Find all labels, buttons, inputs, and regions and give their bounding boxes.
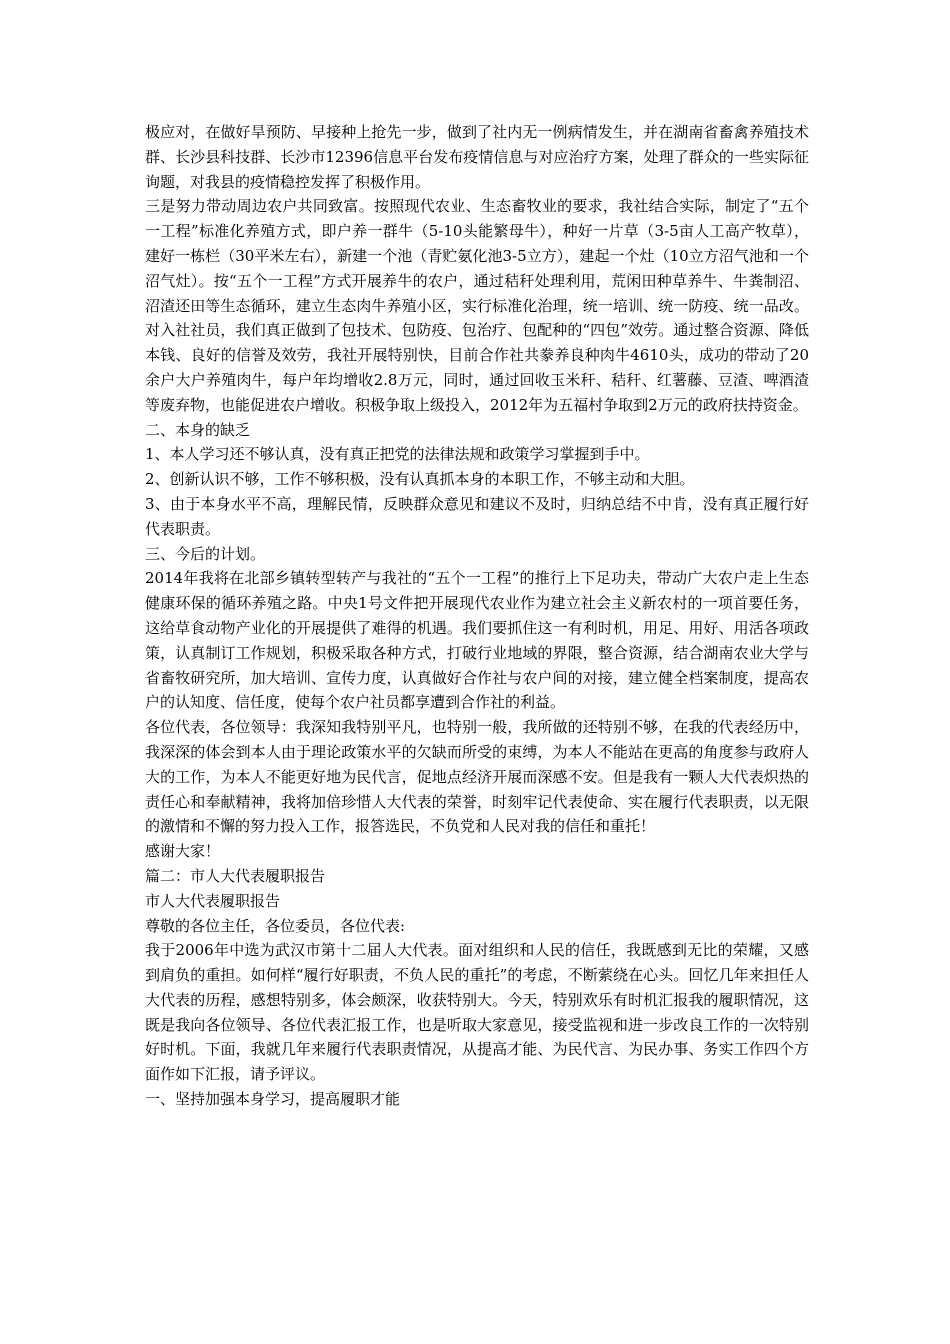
paragraph-thanks: 感谢大家！: [145, 842, 221, 861]
paragraph-drive-farmers-prosperity: 三是努力带动周边农户共同致富。按照现代农业、生态畜牧业的要求，我社结合实际，制定了“五个一工程”标准化养殖方式，即户养一群牛（5-10头能繁母牛），种好一片草（3-5亩人工高产牧草），建好一栋栏（30平米左右），新建一个池（青贮氨化池3-5立方），建起一个灶（10立方沼气池和一个沼气灶）。按“五个一工程”方式开展养牛的农户，通过秸秆处理利用，荒闲田种草养牛、牛粪制沼、沼渣还田等生态循环，建立生态肉牛养殖小区，实行标准化治理，统一培训、统一防疫、统一品改。对入社社员，我们真正做到了包技术、包防疫、包治疗、包配种的“四包”效劳。通过整合资源、降低本钱、良好的信誉及效劳，我社开展特别快，目前合作社共豢养良种肉牛4610头，成功的带动了20余户大户养殖肉牛，每户年均增收2.8万元，同时，通过回收玉米秆、秸秆、红薯藤、豆渣、啤酒渣等废弃物，也能促进农户增收。积极争取上级投入，2012年为五福村争取到2万元的政府扶持资金。: [145, 197, 809, 414]
section-heading-future-plan: 三、今后的计划。: [145, 544, 266, 563]
salutation: 尊敬的各位主任，各位委员，各位代表:: [145, 916, 406, 935]
chapter-title: 篇二：市人大代表履职报告: [145, 866, 326, 885]
paragraph-closing-remarks: 各位代表，各位领导：我深知我特别平凡，也特别一般，我所做的还特别不够，在我的代表经历中，我深深的体会到本人由于理论政策水平的欠缺而所受的束缚，为本人不能站在更高的角度参与政府人大的工作，为本人不能更好地为民代言，促地点经济开展而深感不安。但是我有一颗人大代表炽热的责任心和奉献精神，我将加倍珍惜人大代表的荣誉，时刻牢记代表使命、实在履行代表职责，以无限的激情和不懈的努力投入工作，报答选民，不负党和人民对我的信任和重托！: [145, 718, 809, 836]
section-heading-learning: 一、坚持加强本身学习，提高履职才能: [145, 1090, 401, 1109]
list-item-shortcoming-3: 3、由于本身水平不高，理解民情，反映群众意见和建议不及时，归纳总结不中肯，没有真正履行好代表职责。: [145, 494, 809, 538]
list-item-shortcoming-2: 2、创新认识不够，工作不够积极，没有认真抓本身的本职工作，不够主动和大胆。: [145, 470, 695, 489]
paragraph-epidemic-response: 极应对，在做好旱预防、早接种上抢先一步，做到了社内无一例病情发生，并在湖南省畜禽养殖技术群、长沙县科技群、长沙市12396信息平台发布疫情信息与对应治疗方案，处理了群众的一些实际征询题，对我县的疫情稳控发挥了积极作用。: [145, 123, 809, 191]
document-body: [145, 120, 809, 1112]
section-heading-shortcomings: 二、本身的缺乏: [145, 420, 251, 439]
list-item-shortcoming-1: 1、本人学习还不够认真，没有真正把党的法律法规和政策学习掌握到手中。: [145, 445, 650, 464]
paragraph-introduction: 我于2006年中选为武汉市第十二届人大代表。面对组织和人民的信任，我既感到无比的荣耀，又感到肩负的重担。如何样“履行好职责，不负人民的重托”的考虑，不断萦绕在心头。回忆几年来担任人大代表的历程，感想特别多，体会颇深，收获特别大。今天，特别欢乐有时机汇报我的履职情况，这既是我向各位领导、各位代表汇报工作，也是听取大家意见，接受监视和进一步改良工作的一次特别好时机。下面，我就几年来履行代表职责情况，从提高才能、为民代言、为民办事、务实工作四个方面作如下汇报，请予评议。: [145, 941, 809, 1084]
paragraph-2014-plan: 2014年我将在北部乡镇转型转产与我社的“五个一工程”的推行上下足功夫，带动广大农户走上生态健康环保的循环养殖之路。中央1号文件把开展现代农业作为建立社会主义新农村的一项首要任务，这给草食动物产业化的开展提供了难得的机遇。我们要抓住这一有利时机，用足、用好、用活各项政策，认真制订工作规划，积极采取各种方式，打破行业地域的界限，整合资源，结合湖南农业大学与省畜牧研究所，加大培训、宣传力度，认真做好合作社与农户间的对接，建立健全档案制度，提高农户的认知度、信任度，使每个农户社员都享遭到合作社的利益。: [145, 569, 809, 712]
report-title: 市人大代表履职报告: [145, 891, 281, 910]
